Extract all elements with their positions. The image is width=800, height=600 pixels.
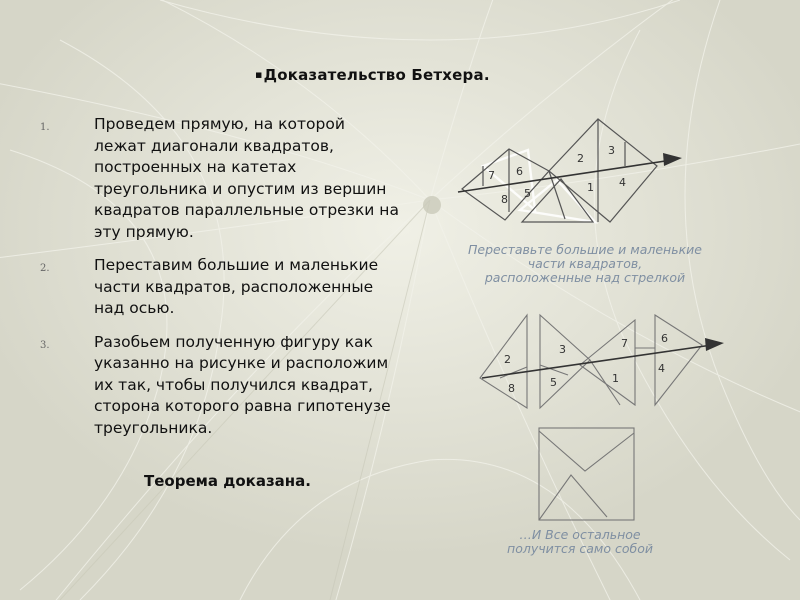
piece-label: 5 [524, 187, 531, 200]
step-text: Проведем прямую, на которой лежат диагонали квадратов, построенных на катетах треугольника и опустим из вершин квадратов параллельные отрезки на эту прямую. [94, 115, 399, 241]
caption-line: Переставьте большие и маленькие [468, 242, 702, 257]
arrowhead [663, 153, 682, 166]
piece-label: 3 [559, 343, 566, 356]
slide-title-text: Доказательство Бетхера. [263, 66, 490, 84]
figure-1-squares-diagram [450, 110, 690, 235]
inner-cut-line [539, 475, 607, 520]
piece-label: 2 [504, 353, 511, 366]
step-number: 3. [40, 339, 50, 351]
hypotenuse-square [539, 428, 634, 520]
caption-line: расположенные над стрелкой [484, 270, 686, 285]
figure-1-caption [440, 243, 730, 285]
step-number: 1. [40, 122, 50, 133]
step-text: Переставим большие и маленькие части квадратов, расположенные над осью. [94, 256, 379, 317]
figure-3-final-square [535, 425, 640, 525]
piece-label: 3 [608, 144, 615, 157]
step-number: 2. [40, 263, 50, 274]
figure-2-rearranged-diagram [470, 305, 730, 415]
piece-label: 1 [587, 181, 594, 194]
piece-label: 2 [577, 152, 584, 165]
piece-shape [540, 315, 590, 408]
caption-line: получится само собой [507, 541, 653, 556]
piece-label: 8 [501, 193, 508, 206]
piece-label: 4 [658, 362, 665, 375]
diagonal-axis-arrow [482, 345, 712, 378]
piece-label: 1 [612, 372, 619, 385]
piece-label: 6 [516, 165, 523, 178]
piece-label: 7 [488, 169, 495, 182]
piece-label: 7 [621, 337, 628, 350]
piece-label: 8 [508, 382, 515, 395]
figure-3-caption [480, 528, 680, 556]
proof-step [40, 332, 400, 440]
slide-title [255, 66, 490, 84]
caption-line: …И Все остальное [519, 527, 641, 542]
step-text: Разобьем полученную фигуру как указанно на рисунке и расположим их так, чтобы получился квадрат, сторона которого равна гипотенузе треугольника. [94, 332, 391, 437]
inner-cut-line [539, 431, 634, 471]
piece-shape [655, 315, 702, 405]
proof-step [40, 255, 400, 320]
caption-line: части квадратов, [527, 256, 643, 271]
proof-step [40, 114, 400, 243]
proof-steps-list [40, 114, 400, 451]
piece-label: 4 [619, 176, 626, 189]
piece-label: 6 [661, 332, 668, 345]
conclusion-text: Теорема доказана. [144, 472, 311, 490]
title-bullet: ▪ [255, 68, 263, 81]
arrowhead [705, 338, 724, 351]
piece-label: 5 [550, 376, 557, 389]
